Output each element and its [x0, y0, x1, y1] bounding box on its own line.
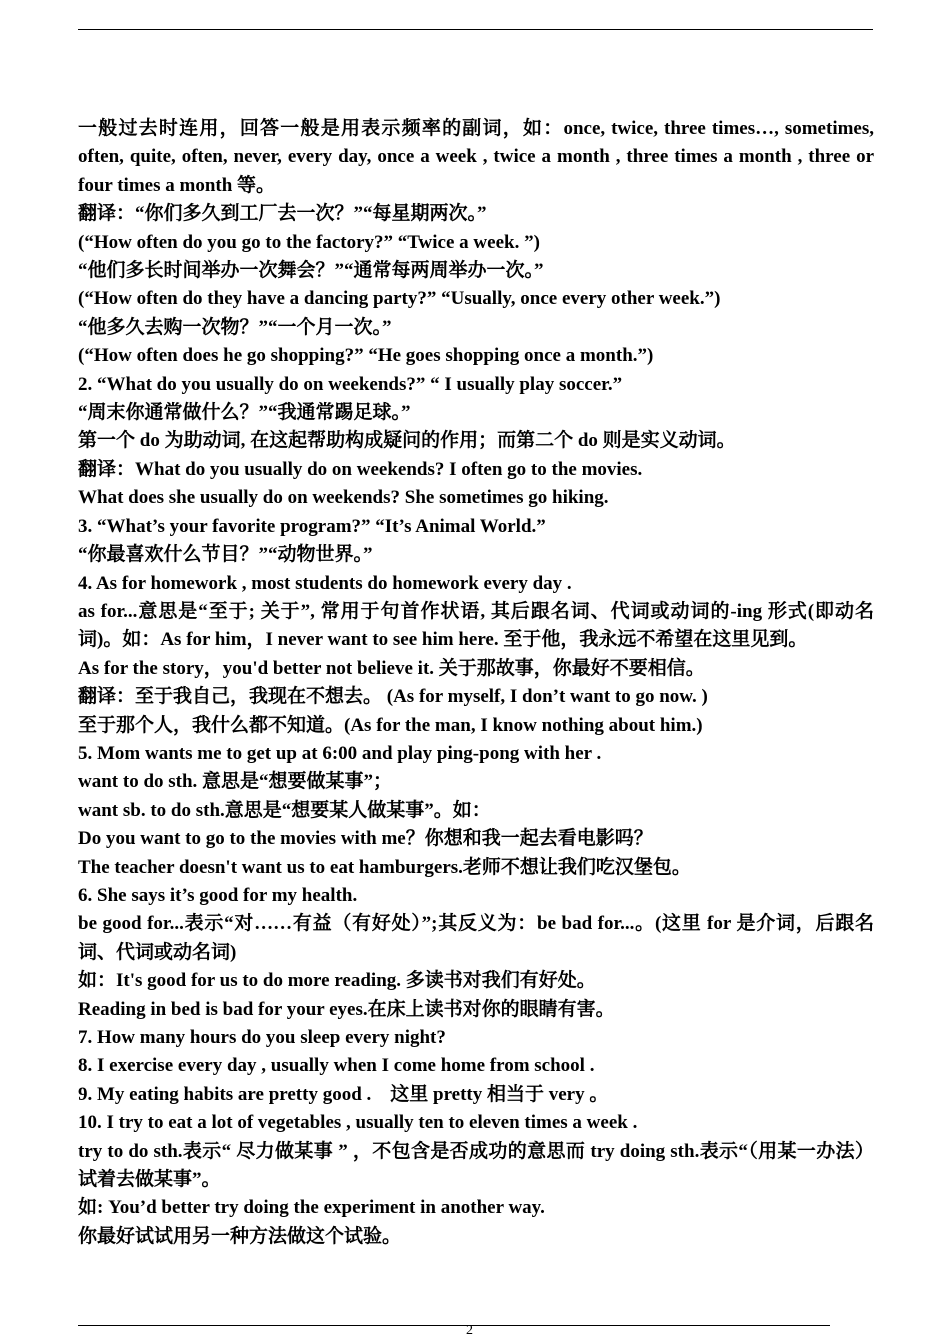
paragraph: 翻译：至于我自己，我现在不想去。 (As for myself, I don’t want to go now. ) [78, 686, 708, 708]
paragraph: “他多久去购一次物？”“一个月一次。” [78, 316, 392, 338]
paragraph: 翻译：“你们多久到工厂去一次？”“每星期两次。” [78, 203, 487, 225]
paragraph: What does she usually do on weekends? She sometimes go hiking. [78, 487, 609, 509]
paragraph: 如：It's good for us to do more reading. 多读书对我们有好处。 [78, 970, 596, 992]
paragraph: 如: You’d better try doing the experiment in another way. [78, 1197, 545, 1219]
paragraph: 10. I try to eat a lot of vegetables , usually ten to eleven times a week . [78, 1112, 638, 1134]
paragraph: want to do sth. 意思是“想要做某事”； [78, 771, 393, 793]
page-number: 2 [466, 1323, 473, 1338]
page-body [78, 115, 874, 1251]
paragraph: 一般过去时连用，回答一般是用表示频率的副词，如：once, twice, three times…, sometimes, often, quite, often, never, every day, once a week , twice a month , three times a month , three or four times a month 等。 [78, 118, 874, 196]
paragraph: 第一个 do 为助动词, 在这起帮助构成疑问的作用；而第二个 do 则是实义动词。 [78, 430, 736, 452]
paragraph: 2. “What do you usually do on weekends?” “ I usually play soccer.” [78, 373, 623, 395]
paragraph: want sb. to do sth.意思是“想要某人做某事”。如： [78, 799, 491, 821]
paragraph: as for...意思是“至于; 关于”, 常用于句首作状语, 其后跟名词、代词或动词的-ing 形式(即动名词)。如：As for him，I never want to see him here. 至于他，我永远不希望在这里见到。 [78, 600, 874, 651]
paragraph: (“How often do you go to the factory?” “Twice a week. ”) [78, 231, 540, 253]
paragraph: 6. She says it’s good for my health. [78, 884, 358, 906]
paragraph: (“How often do they have a dancing party?” “Usually, once every other week.”) [78, 288, 721, 310]
paragraph: (“How often does he go shopping?” “He goes shopping once a month.”) [78, 345, 654, 367]
paragraph: 5. Mom wants me to get up at 6:00 and play ping-pong with her . [78, 742, 602, 764]
paragraph: The teacher doesn't want us to eat hamburgers.老师不想让我们吃汉堡包。 [78, 856, 691, 878]
paragraph: 7. How many hours do you sleep every night? [78, 1027, 446, 1048]
paragraph: “你最喜欢什么节目？”“动物世界。” [78, 544, 373, 566]
paragraph: 你最好试试用另一种方法做这个试验。 [78, 1225, 402, 1247]
header-rule [78, 29, 873, 30]
paragraph: 9. My eating habits are pretty good . 这里 pretty 相当于 very 。 [78, 1083, 609, 1105]
paragraph: be good for...表示“对……有益（有好处）”;其反义为：be bad for...。(这里 for 是介词，后跟名词、代词或动名词) [78, 913, 874, 963]
paragraph: 8. I exercise every day , usually when I come home from school . [78, 1055, 595, 1077]
paragraph: try to do sth.表示“ 尽力做某事 ” ，不包含是否成功的意思而 try doing sth.表示“（用某一办法）试着去做某事”。 [78, 1140, 874, 1191]
paragraph: 翻译：What do you usually do on weekends? I often go to the movies. [78, 458, 643, 480]
paragraph: Do you want to go to the movies with me？你想和我一起去看电影吗？ [78, 828, 653, 850]
paragraph: 4. As for homework , most students do homework every day . [78, 572, 572, 594]
paragraph: As for the story，you'd better not believe it. 关于那故事，你最好不要相信。 [78, 657, 705, 679]
paragraph: 至于那个人，我什么都不知道。(As for the man, I know nothing about him.) [78, 714, 703, 736]
paragraph: Reading in bed is bad for your eyes.在床上读书对你的眼睛有害。 [78, 998, 615, 1020]
paragraph: “他们多长时间举办一次舞会？”“通常每两周举办一次。” [78, 260, 544, 282]
paragraph: “周末你通常做什么？”“我通常踢足球。” [78, 402, 411, 424]
paragraph: 3. “What’s your favorite program?” “It’s Animal World.” [78, 515, 546, 537]
footer-rule [78, 1325, 830, 1326]
